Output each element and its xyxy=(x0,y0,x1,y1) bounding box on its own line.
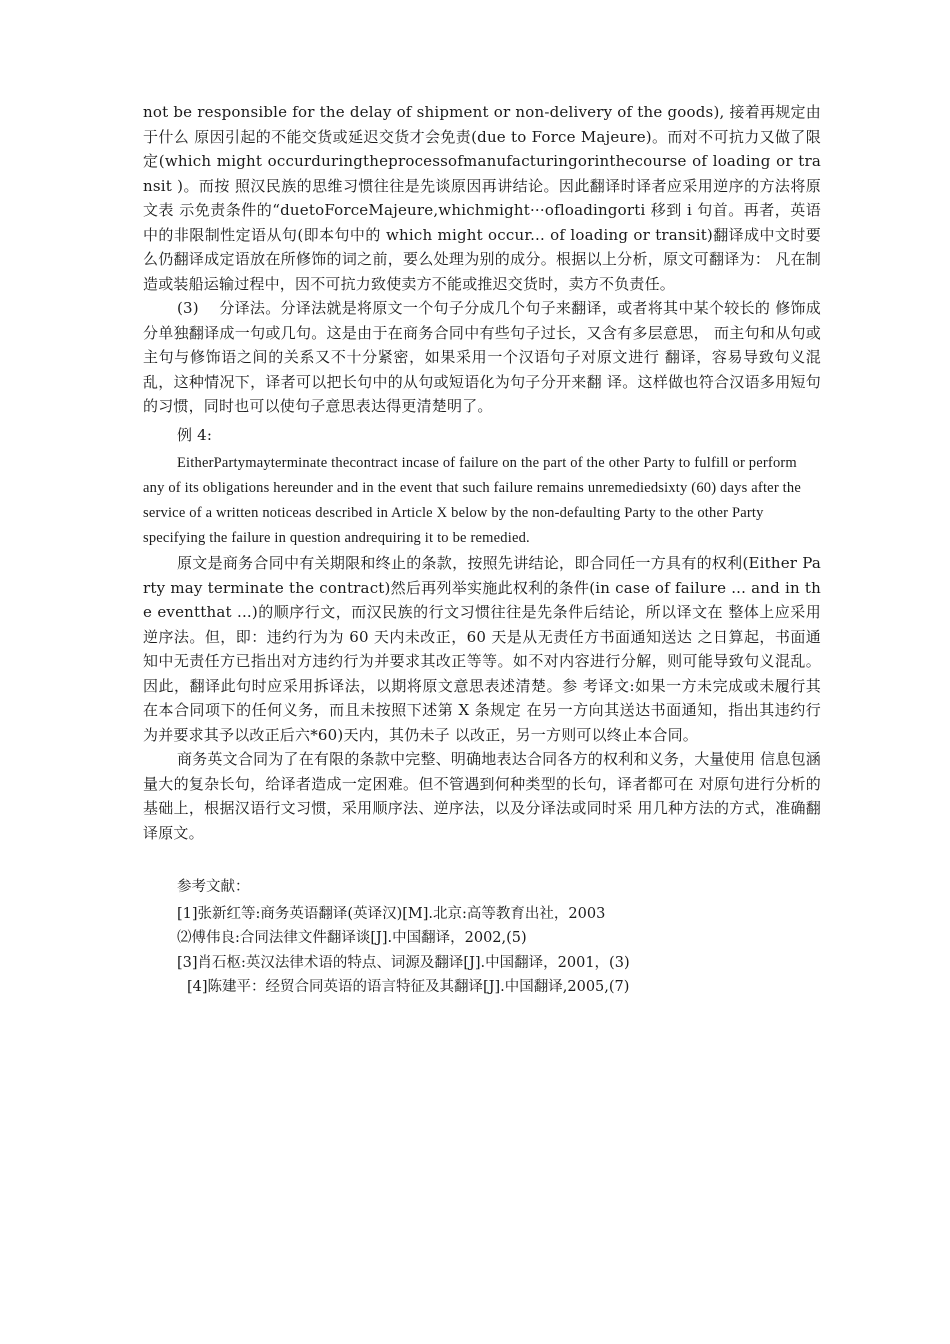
document-page xyxy=(143,100,821,1000)
references-section xyxy=(143,875,821,1000)
reference-item: [4]陈建平：经贸合同英语的语言特征及其翻译[J].中国翻译,2005,(7) xyxy=(187,979,630,995)
references-title: 参考文献： xyxy=(177,879,250,895)
body-paragraph-1: not be responsible for the delay of shipment or non-delivery of the goods), 接着再规定由于什么 原因引起的不能交货或延迟交货才会免责(due to Force Majeure)。而对不可抗力又做了限定(which might occurduringtheprocessofmanufacturingorinthecourse of loading or transit )。而按 照汉民族的思维习惯往往是先谈原因再讲结论。因此翻译时译者应采用逆序的方法将原文表 示免责条件的“duetoForceMajeure,whichmight···ofloadingorti 移到 i 句首。再者，英语中的非限制性定语从句(即本句中的 which might occur... of loading or transit)翻译成中文时要 么仍翻译成定语放在所修饰的词之前，要么处理为别的成分。根据以上分析，原文可翻译为： 凡在制造或装船运输过程中，因不可抗力致使卖方不能或推迟交货时，卖方不负责任。 xyxy=(143,103,821,293)
example-label: 例 4: xyxy=(177,425,213,444)
analysis-paragraph-1: 原文是商务合同中有关期限和终止的条款，按照先讲结论，即合同任一方具有的权利(Either Party may terminate the contract)然后再列举实施此权利的条件(in case of failure ... and in the eventthat ...)的顺序行文，而汉民族的行文习惯往往是先条件后结论，所以译文在 整体上应采用逆序法。但，即：违约行为为 60 天内未改正，60 天是从无责任方书面通知送达 之日算起，书面通知中无责任方已指出对方违约行为并要求其改正等等。如不对内容进行分解，则可能导致句义混乱。因此，翻译此句时应采用拆译法，以期将原文意思表述清楚。参 考译文:如果一方未完成或未履行其在本合同项下的任何义务，而且未按照下述第 X 条规定 在另一方向其送达书面通知，指出其违约行为并要求其予以改正后六*60)天内，其仍未子 以改正，另一方则可以终止本合同。 xyxy=(143,554,821,744)
example-english-text: EitherPartymayterminate thecontract incase of failure on the part of the other Party to fulfill or perform any of its obligations hereunder and in the event that such failure remains unremediedsixty (60) days after the service of a written noticeas described in Article X below by the non-defaulting Party to the other Party specifying the failure in question andrequiring it to be remedied. xyxy=(143,455,801,546)
reference-item: [1]张新红等:商务英语翻译(英译汉)[M].北京:高等教育出社，2003 xyxy=(177,905,606,922)
body-paragraph-2: (3) 分译法。分译法就是将原文一个句子分成几个句子来翻译，或者将其中某个较长的 修饰成分单独翻译成一句或几句。这是由于在商务合同中有些句子过长，又含有多层意思， 而主句和从句或主句与修饰语之间的关系又不十分紧密，如果采用一个汉语句子对原文进行 翻译，容易导致句义混乱，这种情况下，译者可以把长句中的从句或短语化为句子分开来翻 译。这样做也符合汉语多用短句的习惯，同时也可以使句子意思表达得更清楚明了。 xyxy=(143,299,821,415)
analysis-paragraph-2: 商务英文合同为了在有限的条款中完整、明确地表达合同各方的权利和义务，大量使用 信息包涵量大的复杂长句，给译者造成一定困难。但不管遇到何种类型的长句，译者都可在 对原句进行分析的基础上，根据汉语行文习惯，采用顺序法、逆序法，以及分译法或同时采 用几种方法的方式，准确翻译原文。 xyxy=(143,750,821,842)
reference-item: [3]肖石枢:英汉法律术语的特点、词源及翻译[J].中国翻译，2001，(3) xyxy=(177,954,630,971)
reference-item: ⑵傅伟良:合同法律文件翻译谈[J].中国翻译，2002,(5) xyxy=(177,930,527,946)
